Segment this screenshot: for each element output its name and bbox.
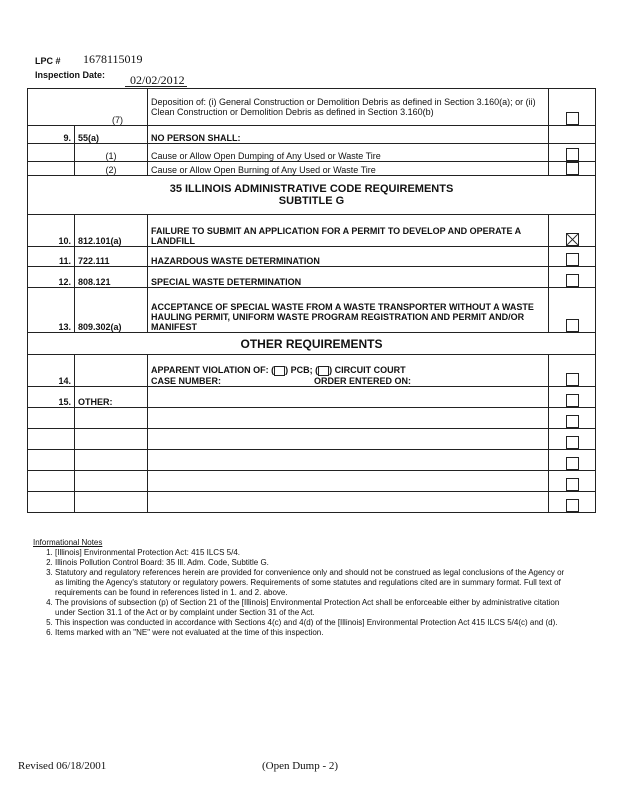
other-field-5[interactable] [148, 471, 549, 492]
row-14-text-a: APPARENT VIOLATION OF: ( [151, 365, 275, 376]
row-12 [28, 267, 596, 288]
checkbox-row-9-1[interactable] [566, 148, 579, 161]
row-14-text-c: ) CIRCUIT COURT [329, 365, 406, 376]
informational-notes [33, 538, 573, 638]
row-11-section: 722.111 [75, 247, 148, 267]
row-15-num: 15. [28, 387, 75, 408]
checkbox-row-13[interactable] [566, 319, 579, 332]
section-title-code [28, 176, 596, 215]
row-13-section: 809.302(a) [75, 288, 148, 333]
note-item: 2. Illinois Pollution Control Board: 35 Ill. Adm. Code, Subtitle G. [55, 558, 573, 568]
lpc-number: 1678115019 [83, 52, 143, 66]
section-title-other [28, 333, 596, 355]
row-13 [28, 288, 596, 333]
row-10 [28, 215, 596, 247]
row-9-1-sub: (1) [75, 144, 148, 162]
row-12-num: 12. [28, 267, 75, 288]
row-7 [28, 89, 596, 126]
inspection-date-label: Inspection Date: [35, 70, 106, 80]
revised-date: Revised 06/18/2001 [18, 760, 107, 772]
other-field-4[interactable] [148, 450, 549, 471]
pcb-checkbox[interactable] [274, 366, 285, 376]
row-7-sub: (7) [28, 89, 148, 126]
checkbox-other-2[interactable] [566, 415, 579, 428]
row-9-2-sub: (2) [75, 162, 148, 176]
checkbox-row-9-2[interactable] [566, 162, 579, 175]
checkbox-row-7[interactable] [566, 112, 579, 125]
row-15-label: OTHER: [75, 387, 148, 408]
note-item: 5. This inspection was conducted in accordance with Sections 4(c) and 4(d) of the [Illinois] Environmental Protection Act 415 ILCS 5/4(c) and (d). [55, 618, 573, 628]
section-title-other-text: OTHER REQUIREMENTS [28, 333, 596, 355]
row-other-5 [28, 471, 596, 492]
row-other-3 [28, 429, 596, 450]
row-9-1-text: Cause or Allow Open Dumping of Any Used or Waste Tire [148, 144, 549, 162]
checkbox-row-14[interactable] [566, 373, 579, 386]
checkbox-other-5[interactable] [566, 478, 579, 491]
requirements-table [27, 88, 596, 513]
row-other-4 [28, 450, 596, 471]
row-14-text-b: ) PCB; ( [285, 365, 319, 376]
row-12-section: 808.121 [75, 267, 148, 288]
row-9-num: 9. [28, 126, 75, 144]
section-title-line2: SUBTITLE G [278, 195, 345, 207]
row-10-section: 812.101(a) [75, 215, 148, 247]
row-13-num: 13. [28, 288, 75, 333]
lpc-label: LPC # [35, 56, 61, 66]
note-item: 1. [Illinois] Environmental Protection Act: 415 ILCS 5/4. [55, 548, 573, 558]
row-10-text: FAILURE TO SUBMIT AN APPLICATION FOR A PERMIT TO DEVELOP AND OPERATE A LANDFILL [148, 215, 549, 247]
checkbox-other-3[interactable] [566, 436, 579, 449]
case-number-label: CASE NUMBER: [151, 376, 222, 386]
other-field-3[interactable] [148, 429, 549, 450]
row-11 [28, 247, 596, 267]
note-item: 4. The provisions of subsection (p) of Section 21 of the [Illinois] Environmental Protection Act shall be enforceable either by administrative citation under Section 31.1 of the Act or by complaint under Section 31 of the Act. [55, 598, 573, 618]
row-15 [28, 387, 596, 408]
inspection-date-value: 02/02/2012 [130, 73, 185, 87]
row-14-num: 14. [28, 355, 75, 387]
row-9-2-text: Cause or Allow Open Burning of Any Used or Waste Tire [148, 162, 549, 176]
checkbox-row-10[interactable] [566, 233, 579, 246]
other-field-2[interactable] [148, 408, 549, 429]
other-field-6[interactable] [148, 492, 549, 513]
row-9-1 [28, 144, 596, 162]
circuit-court-checkbox[interactable] [318, 366, 329, 376]
notes-list [33, 548, 573, 638]
row-11-num: 11. [28, 247, 75, 267]
other-field-1[interactable] [148, 387, 549, 408]
row-9-text: NO PERSON SHALL: [148, 126, 549, 144]
row-10-num: 10. [28, 215, 75, 247]
row-9-section: 55(a) [75, 126, 148, 144]
checkbox-other-4[interactable] [566, 457, 579, 470]
date-underline [125, 86, 187, 87]
checkbox-other-6[interactable] [566, 499, 579, 512]
row-9 [28, 126, 596, 144]
row-11-text: HAZARDOUS WASTE DETERMINATION [148, 247, 549, 267]
row-9-2 [28, 162, 596, 176]
row-other-6 [28, 492, 596, 513]
page-label: (Open Dump - 2) [262, 760, 339, 772]
checkbox-row-11[interactable] [566, 253, 579, 266]
row-7-text: Deposition of: (i) General Construction or Demolition Debris as defined in Section 3.160(a); or (ii) Clean Construction or Demolition Debris as defined in Section 3.160(b) [148, 89, 549, 126]
checkbox-other-1[interactable] [566, 394, 579, 407]
checkbox-row-12[interactable] [566, 274, 579, 287]
order-entered-label: ORDER ENTERED ON: [314, 376, 412, 386]
note-item: 3. Statutory and regulatory references herein are provided for convenience only and should not be construed as legal conclusions of the Agency or as limiting the Agency's statutory or regulatory powers. Requirements of some statutes and regulations cited are in summary format. Full text of requirements can be found in references listed in 1. and 2. above. [55, 568, 573, 598]
row-13-text: ACCEPTANCE OF SPECIAL WASTE FROM A WASTE TRANSPORTER WITHOUT A WASTE HAULING PERMIT, UNIFORM WASTE PROGRAM REGISTRATION AND PERMIT AND/OR MANIFEST [148, 288, 549, 333]
section-title-line1: 35 ILLINOIS ADMINISTRATIVE CODE REQUIREMENTS [169, 183, 454, 195]
row-other-2 [28, 408, 596, 429]
row-14 [28, 355, 596, 387]
notes-title: Informational Notes [33, 538, 103, 547]
note-item: 6. Items marked with an "NE" were not evaluated at the time of this inspection. [55, 628, 573, 638]
row-12-text: SPECIAL WASTE DETERMINATION [148, 267, 549, 288]
